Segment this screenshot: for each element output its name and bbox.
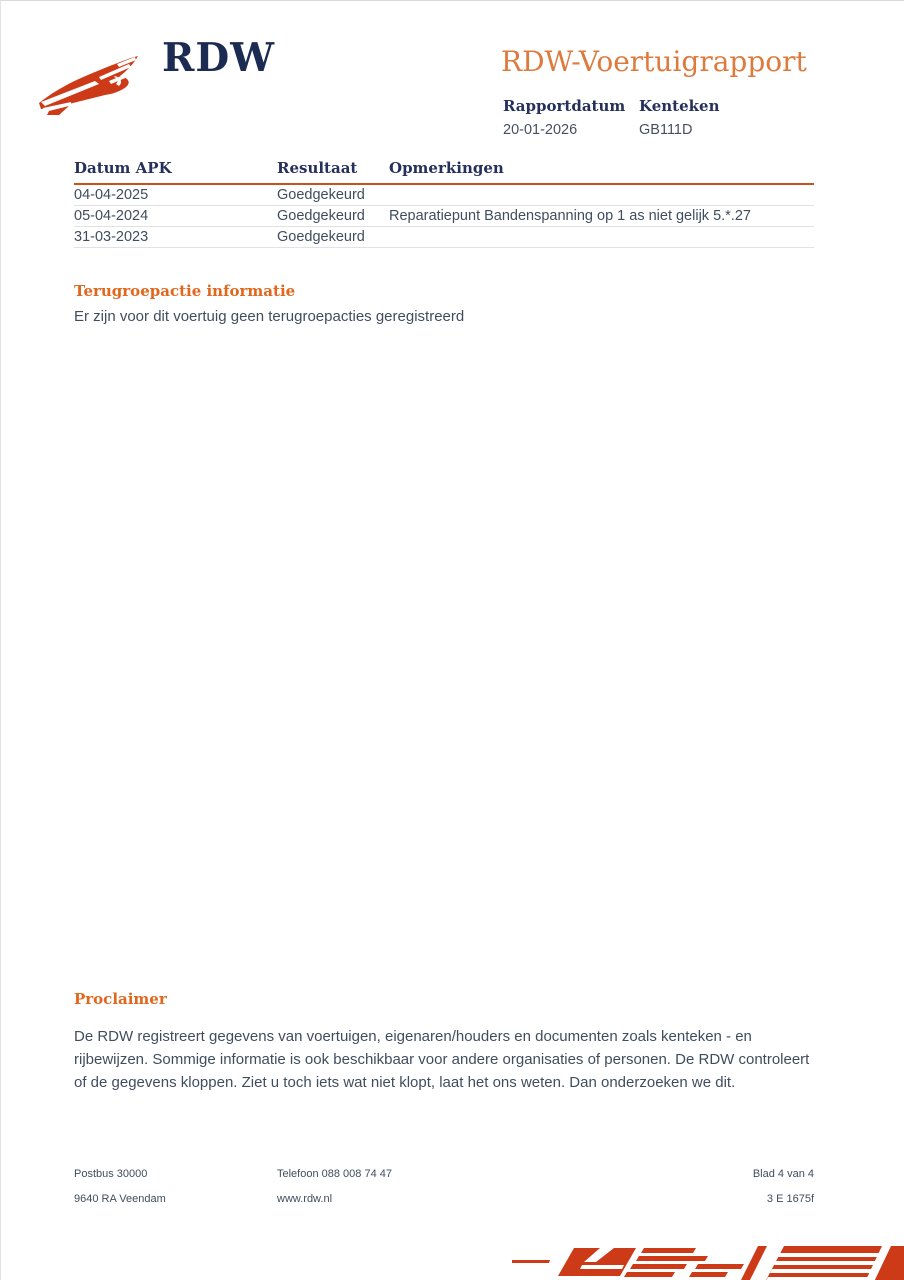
- recall-heading: Terugroepactie informatie: [74, 282, 296, 300]
- recall-section: [74, 282, 814, 325]
- report-meta: [503, 97, 719, 138]
- cell-datum: 05-04-2024: [74, 208, 149, 224]
- column-header-resultaat: Resultaat: [277, 159, 358, 177]
- proclaimer-heading: Proclaimer: [74, 990, 167, 1008]
- cell-datum: 31-03-2023: [74, 229, 149, 245]
- cell-resultaat: Goedgekeurd: [277, 229, 365, 245]
- table-header-row: [74, 159, 814, 185]
- footer-website: www.rdw.nl: [277, 1193, 333, 1205]
- license-plate-label: Kenteken: [639, 97, 720, 115]
- speed-stripes-graphic: [512, 1242, 904, 1280]
- cell-resultaat: Goedgekeurd: [277, 187, 365, 203]
- footer-row: [74, 1193, 814, 1205]
- footer-page-indicator: Blad 4 van 4: [752, 1168, 814, 1180]
- recall-text: Er zijn voor dit voertuig geen terugroepacties geregistreerd: [74, 308, 465, 325]
- footer-address-line1: Postbus 30000: [74, 1168, 148, 1180]
- footer-row: [74, 1168, 814, 1180]
- document-title: RDW-Voertuigrapport: [501, 45, 807, 78]
- apk-history-table: [74, 159, 814, 248]
- rdw-wing-logo-icon: [37, 51, 151, 119]
- cell-opmerkingen: Reparatiepunt Bandenspanning op 1 as niet gelijk 5.*.27: [389, 208, 751, 224]
- footer-phone: Telefoon 088 008 74 47: [277, 1168, 392, 1180]
- report-date-value: 20-01-2026: [503, 122, 578, 138]
- cell-resultaat: Goedgekeurd: [277, 208, 365, 224]
- rdw-logo-text: RDW: [162, 35, 276, 81]
- column-header-opmerkingen: Opmerkingen: [389, 159, 504, 177]
- proclaimer-text: De RDW registreert gegevens van voertuigen, eigenaren/houders en documenten zoals kenteken - en rijbewijzen. Sommige informatie is ook beschikbaar voor andere organisaties of personen. De RDW controleert of de gegevens kloppen. Ziet u toch iets wat niet klopt, laat het ons weten. Dan onderzoeken we dit.: [74, 1028, 810, 1091]
- page-footer: [74, 1168, 814, 1218]
- footer-address-line2: 9640 RA Veendam: [74, 1193, 166, 1205]
- table-row: [74, 227, 814, 248]
- proclaimer-section: [74, 990, 822, 1094]
- footer-form-code: 3 E 1675f: [766, 1193, 814, 1205]
- table-row: [74, 206, 814, 227]
- table-row: [74, 185, 814, 206]
- report-date-label: Rapportdatum: [503, 97, 626, 115]
- cell-datum: 04-04-2025: [74, 187, 149, 203]
- license-plate-value: GB111D: [639, 122, 693, 138]
- column-header-datum-apk: Datum APK: [74, 159, 172, 177]
